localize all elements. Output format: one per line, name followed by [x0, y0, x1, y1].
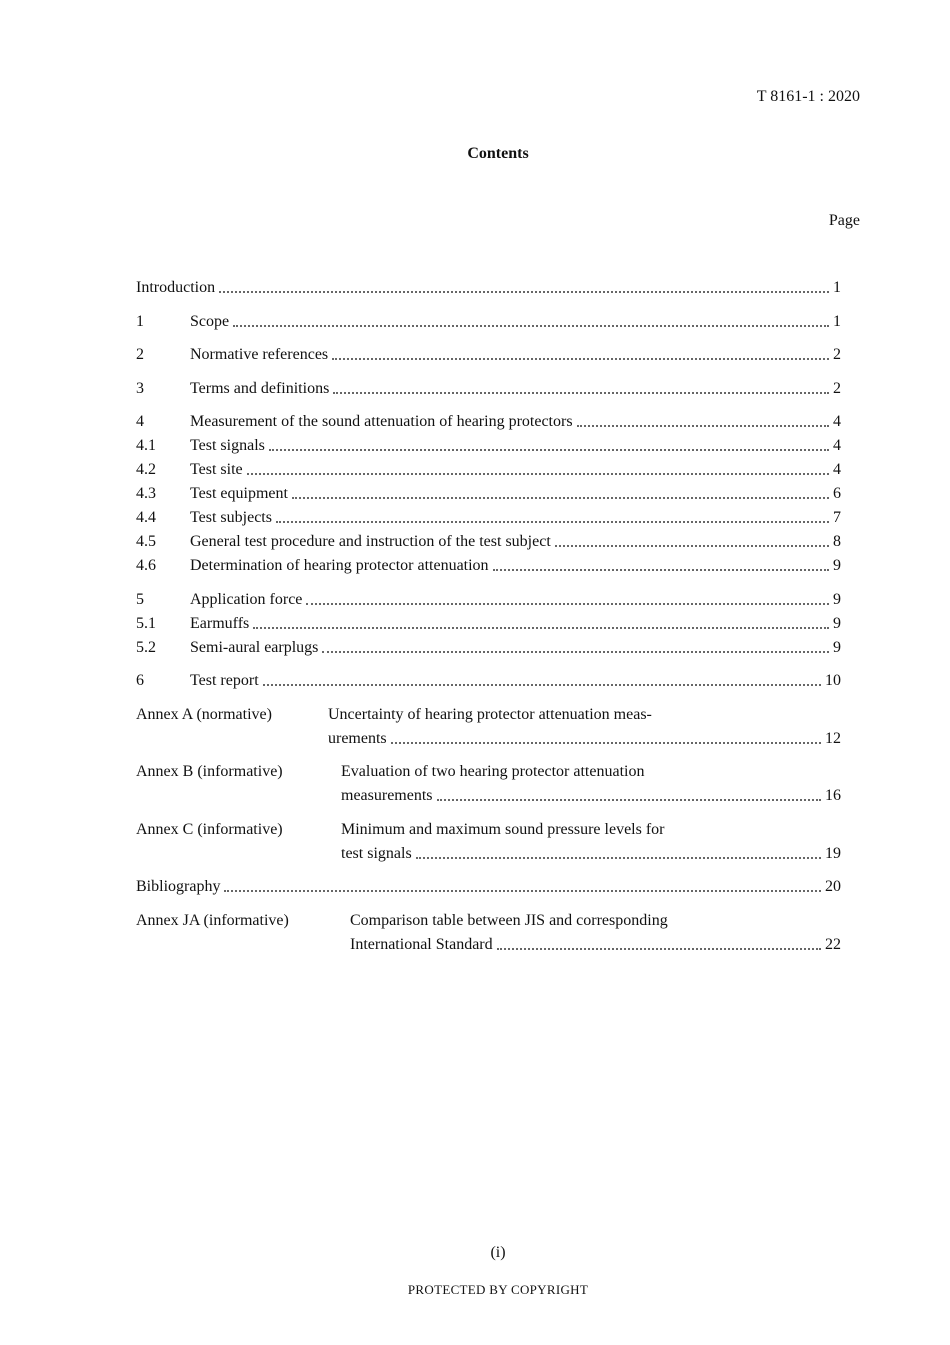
- toc-entry-number: 4.4: [136, 509, 156, 526]
- toc-entry-number: 1: [136, 312, 144, 330]
- toc-entry-3[interactable]: [136, 377, 841, 401]
- dot-leader: [391, 742, 821, 744]
- annex-title-line1: Uncertainty of hearing protector attenuation meas-: [328, 705, 652, 723]
- toc-entry-page: 4: [833, 461, 841, 478]
- toc-entry-number: 5.1: [136, 614, 156, 632]
- annex-title-line2: test signals: [341, 844, 412, 862]
- toc-entry-page: 8: [833, 533, 841, 550]
- dot-leader: [233, 325, 829, 327]
- toc-entry-5-1[interactable]: [136, 612, 841, 636]
- toc-entry-label: Semi-aural earplugs: [190, 638, 319, 656]
- toc-entry-introduction[interactable]: [136, 276, 841, 300]
- toc-entry-page: 9: [833, 614, 841, 632]
- toc-entry-page: 1: [833, 279, 841, 296]
- dot-leader: [577, 425, 829, 427]
- annex-title-line1: Comparison table between JIS and corresponding: [350, 911, 668, 929]
- toc-entry-page: 16: [825, 787, 841, 804]
- toc-entry-label: Test report: [190, 672, 259, 689]
- dot-leader: [292, 497, 829, 499]
- document-number: T 8161-1 : 2020: [756, 88, 860, 105]
- toc-entry-page: 22: [825, 935, 841, 953]
- dot-leader: [224, 890, 821, 892]
- copyright-notice: PROTECTED BY COPYRIGHT: [407, 1282, 589, 1297]
- toc-entry-4[interactable]: [136, 410, 841, 434]
- annex-title-line2: International Standard: [350, 935, 493, 953]
- dot-leader: [253, 627, 829, 629]
- toc-entry-page: 4: [833, 413, 841, 430]
- toc-entry-page: 20: [825, 878, 841, 895]
- toc-entry-4-6[interactable]: [136, 554, 841, 578]
- toc-entry-4-3[interactable]: [136, 482, 841, 506]
- toc-entry-label: Scope: [190, 312, 230, 330]
- toc-entry-page: 6: [833, 485, 841, 502]
- toc-entry-page: 10: [825, 672, 841, 689]
- toc-entry-number: 4.3: [136, 485, 156, 502]
- toc-title: Contents: [467, 145, 529, 162]
- toc-entry-number: 4.1: [136, 437, 156, 454]
- toc-entry-label: Normative references: [190, 346, 329, 363]
- toc-entry-page: 19: [825, 844, 841, 862]
- annex-title-line1: Evaluation of two hearing protector attenuation: [341, 763, 645, 780]
- toc-entry-label: Introduction: [136, 279, 216, 296]
- annex-key: Annex C (informative): [136, 820, 283, 838]
- dot-leader: [322, 651, 829, 653]
- toc-entry-page: 9: [833, 638, 841, 656]
- dot-leader: [332, 358, 829, 360]
- toc-entry-5-2[interactable]: [136, 636, 841, 660]
- page-column-label: Page: [828, 212, 860, 229]
- toc-annex-a[interactable]: [136, 703, 841, 751]
- toc-entry-page: 9: [833, 557, 841, 574]
- toc-entry-page: 9: [833, 590, 841, 608]
- toc-entry-number: 4.2: [136, 461, 156, 478]
- toc-entry-label: Determination of hearing protector attenuation: [190, 557, 489, 574]
- toc-entry-label: General test procedure and instruction of the test subject: [190, 533, 551, 550]
- page-number: (i): [490, 1244, 506, 1261]
- toc-entry-page: 7: [833, 509, 841, 526]
- annex-key: Annex JA (informative): [136, 911, 289, 929]
- toc-annex-ja[interactable]: [136, 909, 841, 957]
- dot-leader: [306, 603, 829, 605]
- toc-entry-number: 6: [136, 672, 144, 689]
- toc-entry-5[interactable]: [136, 588, 841, 612]
- dot-leader: [497, 948, 821, 950]
- toc-entry-label: Test signals: [190, 437, 265, 454]
- annex-title-line1: Minimum and maximum sound pressure levels for: [341, 820, 665, 838]
- toc-entry-number: 4.5: [136, 533, 156, 550]
- toc-entry-1[interactable]: [136, 310, 841, 334]
- toc-entry-2[interactable]: [136, 343, 841, 367]
- annex-title-line2: urements: [328, 729, 387, 747]
- toc-entry-page: 2: [833, 346, 841, 363]
- toc-entry-page: 4: [833, 437, 841, 454]
- toc-entry-4-1[interactable]: [136, 434, 841, 458]
- toc-entry-number: 5: [136, 590, 144, 608]
- toc-entry-page: 2: [833, 379, 841, 397]
- toc-entry-label: Test subjects: [190, 509, 272, 526]
- toc-entry-label: Earmuffs: [190, 614, 250, 632]
- dot-leader: [263, 684, 821, 686]
- toc-entry-6[interactable]: [136, 669, 841, 693]
- dot-leader: [555, 545, 829, 547]
- dot-leader: [333, 392, 829, 394]
- dot-leader: [219, 291, 829, 293]
- toc-entry-label: Test site: [190, 461, 243, 478]
- toc-entry-number: 2: [136, 346, 144, 363]
- toc-entry-label: Application force: [190, 590, 303, 608]
- toc-entry-bibliography[interactable]: [136, 875, 841, 899]
- toc-entry-page: 12: [825, 729, 841, 747]
- toc-entry-number: 5.2: [136, 638, 156, 656]
- toc-entry-4-5[interactable]: [136, 530, 841, 554]
- toc-entry-number: 4.6: [136, 557, 156, 574]
- dot-leader: [247, 473, 829, 475]
- toc-entry-label: Test equipment: [190, 485, 288, 502]
- dot-leader: [269, 449, 829, 451]
- dot-leader: [493, 569, 829, 571]
- toc-entry-4-2[interactable]: [136, 458, 841, 482]
- toc-entry-number: 4: [136, 413, 144, 430]
- toc-entry-4-4[interactable]: [136, 506, 841, 530]
- toc-entry-page: 1: [833, 312, 841, 330]
- toc-annex-b[interactable]: [136, 760, 841, 808]
- toc-entry-label: Terms and definitions: [190, 379, 330, 397]
- toc-entry-label: Measurement of the sound attenuation of hearing protectors: [190, 413, 573, 430]
- toc-annex-c[interactable]: [136, 818, 841, 866]
- dot-leader: [416, 857, 821, 859]
- annex-key: Annex B (informative): [136, 763, 283, 780]
- annex-title-line2: measurements: [341, 787, 433, 804]
- dot-leader: [276, 521, 829, 523]
- table-of-contents: [136, 276, 841, 957]
- toc-entry-label: Bibliography: [136, 878, 221, 895]
- annex-key: Annex A (normative): [136, 705, 272, 723]
- dot-leader: [437, 799, 821, 801]
- toc-entry-number: 3: [136, 379, 144, 397]
